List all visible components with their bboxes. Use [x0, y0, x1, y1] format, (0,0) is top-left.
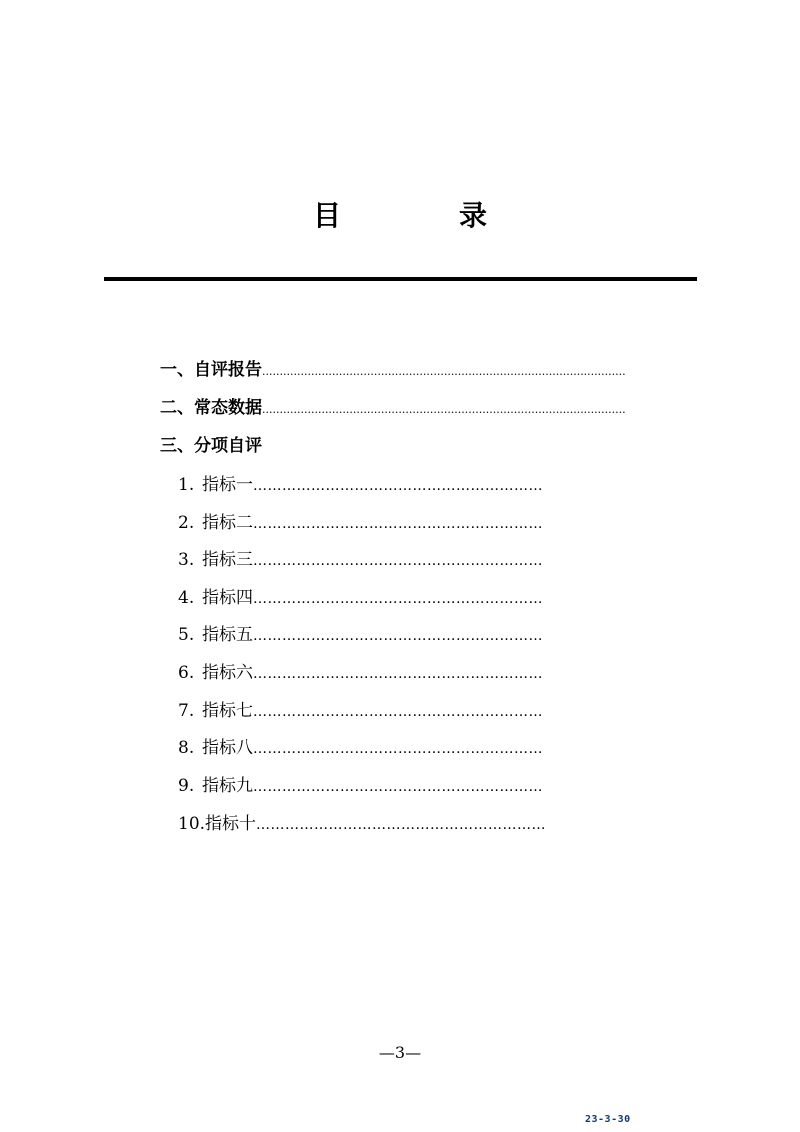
- toc-leader-dots: ……………………………………………………: [253, 516, 543, 532]
- page-number: —3—: [378, 1043, 422, 1062]
- toc-item[interactable]: [178, 545, 652, 575]
- toc-item[interactable]: [178, 733, 652, 763]
- toc-leader-dots: ……………………………………………………: [253, 779, 543, 795]
- toc-item-number: 9.: [178, 776, 195, 796]
- toc-leader-dots: ……………………………………………………: [253, 478, 543, 494]
- toc-item-number: 6.: [178, 663, 195, 683]
- title-char-2: 录: [459, 199, 488, 232]
- toc-leader-dots: ........................................................................................................: [262, 365, 626, 378]
- title-char-1: 目: [312, 199, 341, 232]
- toc-leader-dots: ……………………………………………………: [253, 628, 543, 644]
- toc-item-label: 指标一: [202, 475, 253, 495]
- toc-section-label: 三、分项自评: [160, 436, 262, 456]
- toc-item[interactable]: [178, 696, 652, 726]
- toc-item-number: 7.: [178, 701, 195, 721]
- toc-item-label: 指标三: [202, 550, 253, 570]
- toc-leader-dots: ……………………………………………………: [253, 553, 543, 569]
- toc-leader-dots: ……………………………………………………: [253, 591, 543, 607]
- toc-item-label: 指标七: [202, 701, 253, 721]
- toc-section-label: 二、常态数据: [160, 398, 262, 418]
- toc-section-label: 一、自评报告: [160, 360, 262, 380]
- title-divider: [104, 277, 697, 281]
- toc-item-label: 指标二: [202, 513, 253, 533]
- toc-section[interactable]: [160, 355, 660, 385]
- toc-item[interactable]: [178, 508, 652, 538]
- toc-section[interactable]: [160, 393, 660, 423]
- toc-item-label: 指标四: [202, 588, 253, 608]
- toc-leader-dots: ……………………………………………………: [253, 704, 543, 720]
- toc-leader-dots: ........................................................................................................: [262, 403, 626, 416]
- toc-item-number: 2.: [178, 513, 195, 533]
- toc-item-label: 指标九: [202, 776, 253, 796]
- toc-leader-dots: ……………………………………………………: [253, 666, 543, 682]
- toc-item[interactable]: [178, 470, 652, 500]
- toc-item-label: 指标五: [202, 625, 253, 645]
- toc-item-number: 5.: [178, 625, 195, 645]
- toc-item[interactable]: [178, 658, 652, 688]
- page-title: [0, 196, 800, 236]
- print-date-stamp: 23-3-30: [585, 1114, 631, 1125]
- toc-item-number: 1.: [178, 475, 195, 495]
- toc-item-number: 10.: [178, 814, 206, 834]
- toc-item-label: 指标六: [202, 663, 253, 683]
- toc-leader-dots: ……………………………………………………: [256, 817, 547, 833]
- toc-item-number: 4.: [178, 588, 195, 608]
- toc-item-label: 指标八: [202, 738, 253, 758]
- toc-item[interactable]: [178, 620, 652, 650]
- toc-item[interactable]: [178, 583, 652, 613]
- toc-item-label: 指标十: [205, 814, 257, 834]
- toc-item[interactable]: [178, 809, 652, 839]
- toc-item[interactable]: [178, 771, 652, 801]
- toc-section[interactable]: [160, 431, 660, 461]
- toc-item-number: 3.: [178, 550, 195, 570]
- toc-leader-dots: ……………………………………………………: [253, 741, 543, 757]
- toc-item-number: 8.: [178, 738, 195, 758]
